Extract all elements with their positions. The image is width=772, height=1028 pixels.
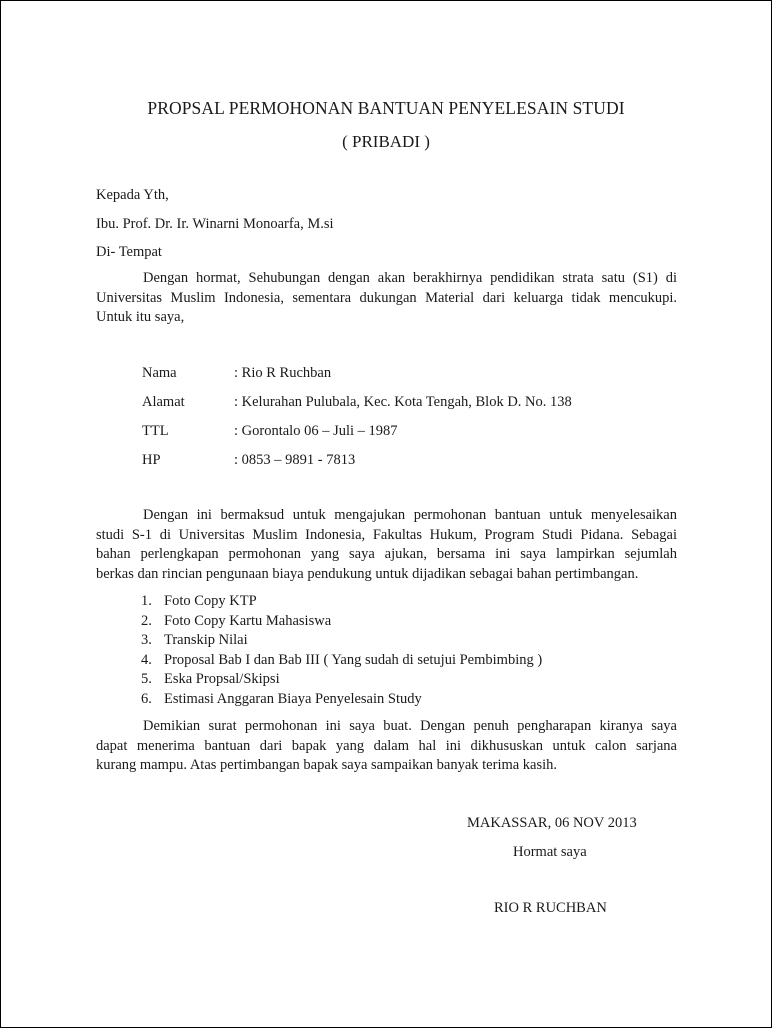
opening-line-3: Untuk itu saya, [96,309,185,325]
closing-paragraph [96,717,677,776]
opening-line-2: Universitas Muslim Indonesia, sementara dukungan Material dari keluarga tidak mencukupi. [96,289,677,306]
identity-label: HP [142,452,161,468]
list-item: 2. Foto Copy Kartu Mahasiswa [141,612,332,629]
place-date: MAKASSAR, 06 NOV 2013 [467,815,637,831]
attachment-list [141,593,542,710]
list-item: 3. Transkip Nilai [141,632,248,648]
identity-value: : Kelurahan Pulubala, Kec. Kota Tengah, Blok D. No. 138 [234,394,572,410]
identity-value: : Gorontalo 06 – Juli – 1987 [234,423,398,439]
identity-table [142,365,572,481]
closing-line-2: dapat menerima bantuan dari bapak yang dalam hal ini dikhususkan untuk calon sarjana [96,737,677,754]
purpose-line-1: Dengan ini bermaksud untuk mengajukan permohonan bantuan untuk menyelesaikan [143,507,677,523]
opening-line-1: Dengan hormat, Sehubungan dengan akan berakhirnya pendidikan strata satu (S1) di [143,270,677,286]
list-item: 5. Eska Propsal/Skipsi [141,671,280,687]
identity-row [142,452,572,481]
identity-value: : Rio R Ruchban [234,365,332,381]
list-item: 1. Foto Copy KTP [141,593,257,609]
opening-paragraph [96,269,677,328]
purpose-line-4: berkas dan rincian pengunaan biaya pendukung untuk dijadikan sebagai bahan pertimbangan. [96,565,639,582]
signatory-name: RIO R RUCHBAN [494,900,607,916]
identity-row [142,394,572,423]
recipient-greeting: Kepada Yth, [96,187,169,203]
regards: Hormat saya [513,844,587,860]
identity-label: Nama [142,365,177,381]
identity-label: TTL [142,423,169,439]
recipient-place: Di- Tempat [96,244,162,260]
identity-row [142,423,572,452]
document-title: PROPSAL PERMOHONAN BANTUAN PENYELESAIN STUDI [147,98,625,118]
purpose-line-2: studi S-1 di Universitas Muslim Indonesia, Fakultas Hukum, Program Studi Pidana. Sebagai [96,526,677,543]
closing-line-1: Demikian surat permohonan ini saya buat. Dengan penuh pengharapan kiranya saya [143,718,677,734]
identity-row [142,365,572,394]
list-item: 4. Proposal Bab I dan Bab III ( Yang sudah di setujui Pembimbing ) [141,651,543,668]
purpose-paragraph [96,506,677,584]
list-item: 6. Estimasi Anggaran Biaya Penyelesain Study [141,690,422,707]
identity-value: : 0853 – 9891 - 7813 [234,452,356,468]
document-subtitle: ( PRIBADI ) [342,132,430,151]
opening-line [96,269,677,289]
purpose-line-3: bahan perlengkapan permohonan yang saya ajukan, bersama ini saya lampirkan sejumlah [96,546,677,562]
recipient-name: Ibu. Prof. Dr. Ir. Winarni Monoarfa, M.si [96,216,334,232]
identity-label: Alamat [142,394,185,410]
closing-line-3: kurang mampu. Atas pertimbangan bapak saya sampaikan banyak terima kasih. [96,757,558,773]
